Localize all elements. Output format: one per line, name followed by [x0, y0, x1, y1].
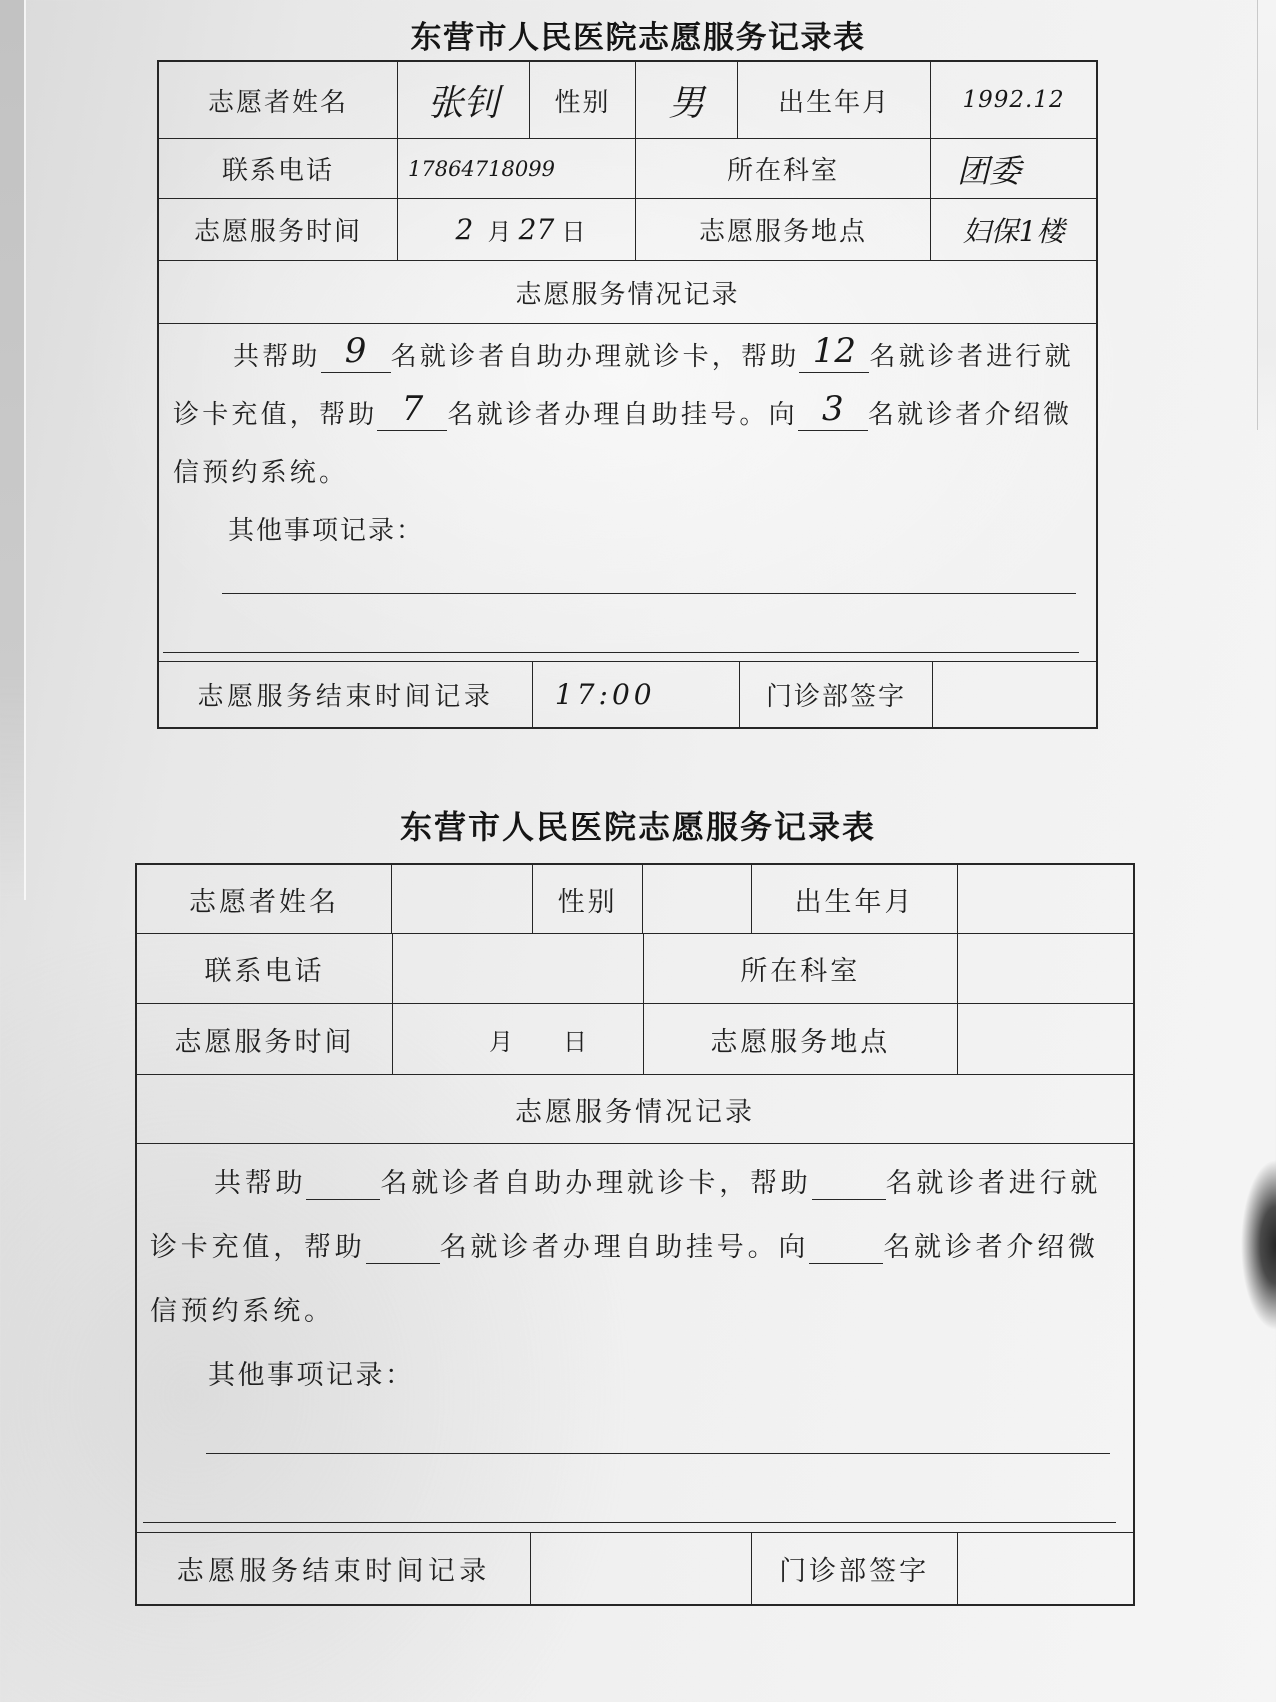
volunteer-name-label: 志愿者姓名 — [188, 886, 339, 918]
form-1-row-footer — [159, 661, 1096, 727]
end-time-label: 志愿服务结束时间记录 — [176, 1556, 491, 1587]
gender-label: 性别 — [529, 62, 635, 138]
form-1-row-contact — [159, 138, 1096, 198]
birth-label: 出生年月 — [737, 62, 930, 138]
service-record-header: 志愿服务情况记录 — [515, 1096, 755, 1128]
end-time-value: 17:00 — [554, 678, 656, 711]
blank-registration-count — [377, 389, 447, 431]
background-object-shadow — [1226, 1160, 1276, 1330]
form-2-table — [135, 863, 1135, 1606]
notes-line — [143, 1522, 1116, 1523]
service-record-header: 志愿服务情况记录 — [515, 279, 740, 310]
record-text: 共帮助 — [233, 342, 321, 372]
birth-value: 1992.12 — [962, 87, 1065, 113]
month-unit: 月 — [487, 218, 512, 246]
notes-line — [163, 652, 1079, 653]
birth-cell — [957, 865, 1133, 933]
record-text: 名就诊者介绍微信预约系统。 — [173, 400, 1073, 488]
month-unit: 月 — [488, 1027, 513, 1056]
department-cell — [957, 934, 1133, 1003]
record-text: 名就诊者进行就诊卡充值，帮助 — [150, 1168, 1102, 1263]
service-record-paragraph — [159, 324, 1096, 502]
blank-card-count — [306, 1169, 380, 1200]
service-place-value: 妇保1楼 — [962, 214, 1065, 248]
service-place-label: 志愿服务地点 — [635, 199, 930, 260]
end-time-cell — [530, 1533, 750, 1604]
other-notes-label: 其他事项记录： — [228, 516, 425, 546]
notes-line — [206, 1453, 1110, 1454]
registration-count-value: 7 — [401, 389, 424, 429]
phone-cell — [392, 934, 643, 1003]
volunteer-name-cell — [397, 62, 529, 138]
blank-recharge-count — [799, 331, 869, 373]
record-text: 名就诊者办理自助挂号。向 — [447, 400, 798, 430]
service-time-label: 志愿服务时间 — [174, 1026, 355, 1058]
service-time-label: 志愿服务时间 — [193, 217, 362, 247]
volunteer-name-label: 志愿者姓名 — [207, 87, 348, 118]
notes-line — [222, 593, 1076, 594]
form-2-title: 东营市人民医院志愿服务记录表 — [399, 808, 876, 846]
blank-card-count — [321, 331, 391, 373]
form-1-row-volunteer — [159, 62, 1096, 138]
phone-cell — [397, 139, 635, 198]
end-time-label: 志愿服务结束时间记录 — [197, 682, 494, 712]
form-2-row-service — [137, 1003, 1133, 1074]
form-2-row-section-header — [137, 1074, 1133, 1143]
recharge-count-value: 12 — [812, 331, 857, 371]
blank-registration-count — [366, 1233, 440, 1264]
phone-label: 联系电话 — [204, 956, 325, 987]
record-text: 名就诊者介绍微信预约系统。 — [150, 1232, 1099, 1327]
department-label: 所在科室 — [635, 139, 930, 198]
department-cell — [930, 139, 1096, 198]
service-place-cell — [957, 1004, 1133, 1074]
department-value: 团委 — [957, 151, 1022, 190]
record-text: 名就诊者进行就诊卡充值，帮助 — [173, 342, 1074, 430]
outpatient-sign-label: 门诊部签字 — [739, 662, 932, 727]
record-text: 名就诊者自助办理就诊卡，帮助 — [380, 1168, 812, 1199]
blank-recharge-count — [812, 1169, 886, 1200]
blank-wechat-count — [809, 1233, 883, 1264]
phone-label: 联系电话 — [221, 156, 334, 186]
record-text: 名就诊者自助办理就诊卡，帮助 — [390, 342, 800, 372]
blank-wechat-count — [798, 389, 868, 431]
form-2-row-footer — [137, 1532, 1133, 1604]
wechat-count-value: 3 — [821, 389, 844, 429]
form-2-row-contact — [137, 933, 1133, 1003]
volunteer-name-cell — [391, 865, 532, 933]
service-record-paragraph — [137, 1144, 1133, 1344]
end-time-cell — [532, 662, 739, 727]
form-1-row-service — [159, 198, 1096, 260]
card-count-value: 9 — [344, 331, 367, 371]
record-text: 共帮助 — [214, 1168, 307, 1199]
gender-cell — [642, 865, 752, 933]
form-1-row-section-header — [159, 260, 1096, 323]
day-unit: 日 — [561, 218, 586, 246]
form-2-record-content — [137, 1143, 1133, 1532]
service-date-cell — [397, 199, 635, 260]
birth-label: 出生年月 — [751, 865, 956, 933]
form-2-row-volunteer — [137, 865, 1133, 933]
other-notes-label: 其他事项记录： — [208, 1360, 415, 1391]
service-month-value: 2 — [455, 213, 474, 246]
record-text: 名就诊者办理自助挂号。向 — [439, 1232, 810, 1263]
gender-cell — [635, 62, 737, 138]
outpatient-sign-cell — [957, 1533, 1133, 1604]
form-1-table — [157, 60, 1098, 729]
outpatient-sign-label: 门诊部签字 — [751, 1533, 957, 1604]
volunteer-name-value: 张钊 — [427, 82, 500, 124]
gender-label: 性别 — [532, 865, 642, 933]
phone-value: 17864718099 — [407, 156, 555, 181]
service-day-value: 27 — [518, 213, 555, 246]
department-label: 所在科室 — [643, 934, 957, 1003]
underlying-sheet-edge — [1257, 0, 1276, 430]
service-date-cell — [392, 1004, 643, 1074]
day-unit: 日 — [562, 1027, 587, 1056]
service-place-cell — [930, 199, 1096, 260]
gender-value: 男 — [668, 82, 705, 124]
outpatient-sign-cell — [932, 662, 1096, 727]
paper-left-edge — [0, 0, 26, 900]
form-1-record-content — [159, 323, 1096, 661]
birth-cell — [930, 62, 1096, 138]
form-1-title: 东营市人民医院志愿服务记录表 — [410, 20, 866, 56]
service-place-label: 志愿服务地点 — [643, 1004, 957, 1074]
